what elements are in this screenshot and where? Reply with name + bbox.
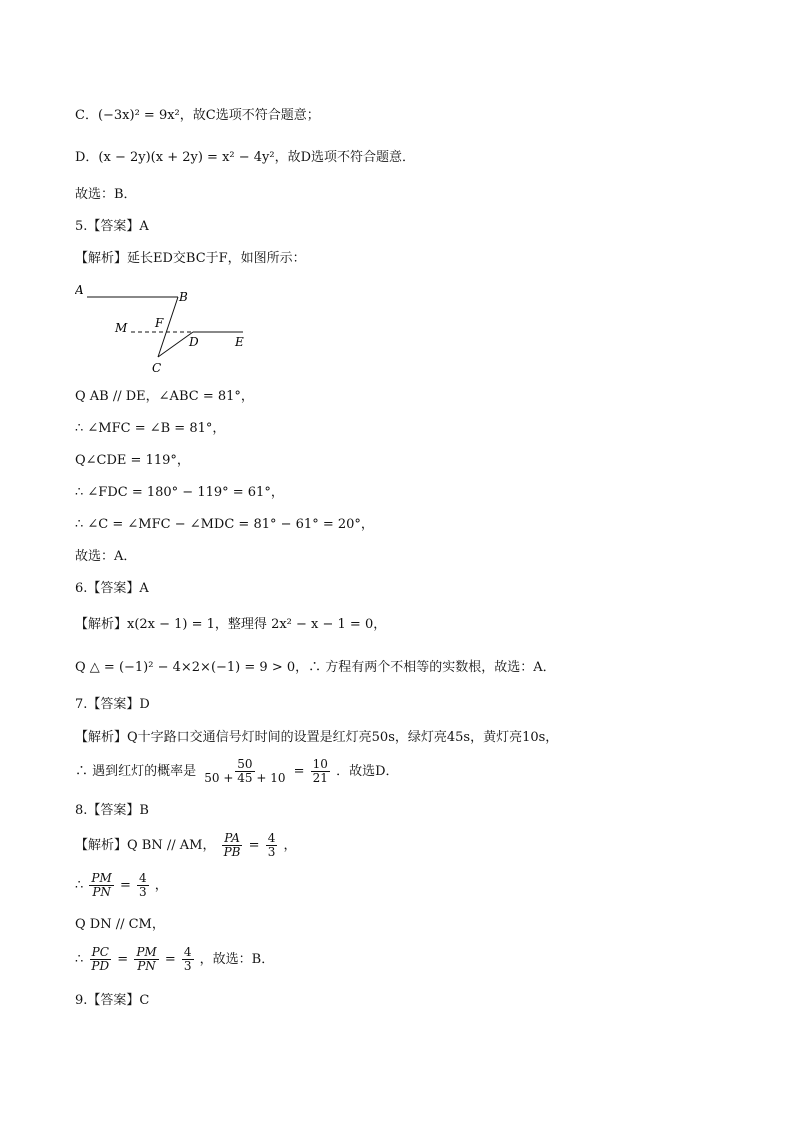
label-f: F <box>155 316 164 330</box>
text-line: ∴ ∠MFC = ∠B = 81°， <box>75 421 226 436</box>
equals-sign: = <box>293 764 305 779</box>
answer-heading: 6.【答案】A <box>75 581 149 596</box>
denominator: PD <box>91 959 110 973</box>
denominator: 3 <box>183 959 192 973</box>
numerator: PC <box>91 945 109 959</box>
label-b: B <box>179 290 188 304</box>
numerator: 4 <box>267 831 276 845</box>
fraction <box>137 872 149 899</box>
fraction <box>89 872 113 899</box>
equals-sign: = <box>164 952 176 967</box>
label-a: A <box>75 283 84 297</box>
text-line-fraction <box>75 832 296 859</box>
label-c: C <box>152 361 162 375</box>
text-line: 【解析】x(2x − 1) = 1，整理得 2x² − x − 1 = 0， <box>75 617 387 632</box>
equals-sign: = <box>119 878 131 893</box>
denominator: 3 <box>138 885 147 899</box>
text-line-fraction <box>75 758 399 785</box>
label-m: M <box>115 321 128 335</box>
text-line: ∴ ∠FDC = 180° − 119° = 61°， <box>75 485 284 500</box>
equals-sign: = <box>117 952 129 967</box>
text-line: Q △ = (−1)² − 4×2×(−1) = 9 > 0，∴ 方程有两个不相等的实数根，故选：A． <box>75 660 556 675</box>
denominator: PB <box>223 845 241 859</box>
text-line: 故选：B． <box>75 187 137 202</box>
numerator: 4 <box>138 871 147 885</box>
text-line-fraction <box>75 872 168 899</box>
numerator: 4 <box>183 945 192 959</box>
text-segment: ， <box>154 878 168 893</box>
numerator: 50 <box>237 757 253 771</box>
denominator: PN <box>92 885 111 899</box>
text-segment: ．故选D． <box>336 764 399 779</box>
numerator: 10 <box>312 757 328 771</box>
text-line: ∴ ∠C = ∠MFC − ∠MDC = 81° − 61° = 20°， <box>75 517 374 532</box>
text-line: Q∠CDE = 119°， <box>75 453 190 468</box>
denominator: PN <box>137 959 156 973</box>
fraction <box>182 946 194 973</box>
text-segment: 【解析】Q BN // AM， <box>75 838 216 853</box>
text-segment: ∴ <box>75 878 84 893</box>
label-e: E <box>235 335 244 349</box>
numerator: PM <box>136 945 157 959</box>
text-line-fraction <box>75 946 274 973</box>
geometry-figure <box>75 282 265 377</box>
text-line: 【解析】延长ED交BC于F，如图所示： <box>75 251 306 266</box>
text-segment: ， <box>283 838 297 853</box>
text-line: D．(x − 2y)(x + 2y) = x² − 4y²，故D选项不符合题意． <box>75 150 416 165</box>
text-line: Q AB // DE，∠ABC = 81°， <box>75 389 254 404</box>
answer-heading: 7.【答案】D <box>75 697 150 712</box>
fraction <box>311 758 330 785</box>
text-segment: ∴ 遇到红灯的概率是 <box>75 764 197 779</box>
numerator: PA <box>224 831 240 845</box>
answer-heading: 9.【答案】C <box>75 993 150 1008</box>
denominator: 21 <box>312 771 328 785</box>
geometry-diagram <box>75 282 265 377</box>
text-line: Q DN // CM， <box>75 917 165 932</box>
equals-sign: = <box>248 838 260 853</box>
denominator: 50 + 45 + 10 <box>204 771 286 785</box>
denominator: 3 <box>267 845 276 859</box>
text-segment: ，故选：B． <box>199 952 275 967</box>
fraction <box>266 832 278 859</box>
fraction <box>202 758 287 785</box>
fraction <box>89 946 111 973</box>
numerator: PM <box>91 871 112 885</box>
text-line: 故选：A． <box>75 549 137 564</box>
fraction <box>134 946 158 973</box>
text-line: C．(−3x)² = 9x²，故C选项不符合题意； <box>75 108 320 123</box>
answer-heading: 8.【答案】B <box>75 803 149 818</box>
text-line: 【解析】Q十字路口交通信号灯时间的设置是红灯亮50s，绿灯亮45s，黄灯亮10s， <box>75 730 559 745</box>
answer-heading: 5.【答案】A <box>75 219 149 234</box>
label-d: D <box>189 335 199 349</box>
fraction <box>222 832 243 859</box>
text-segment: ∴ <box>75 952 84 967</box>
